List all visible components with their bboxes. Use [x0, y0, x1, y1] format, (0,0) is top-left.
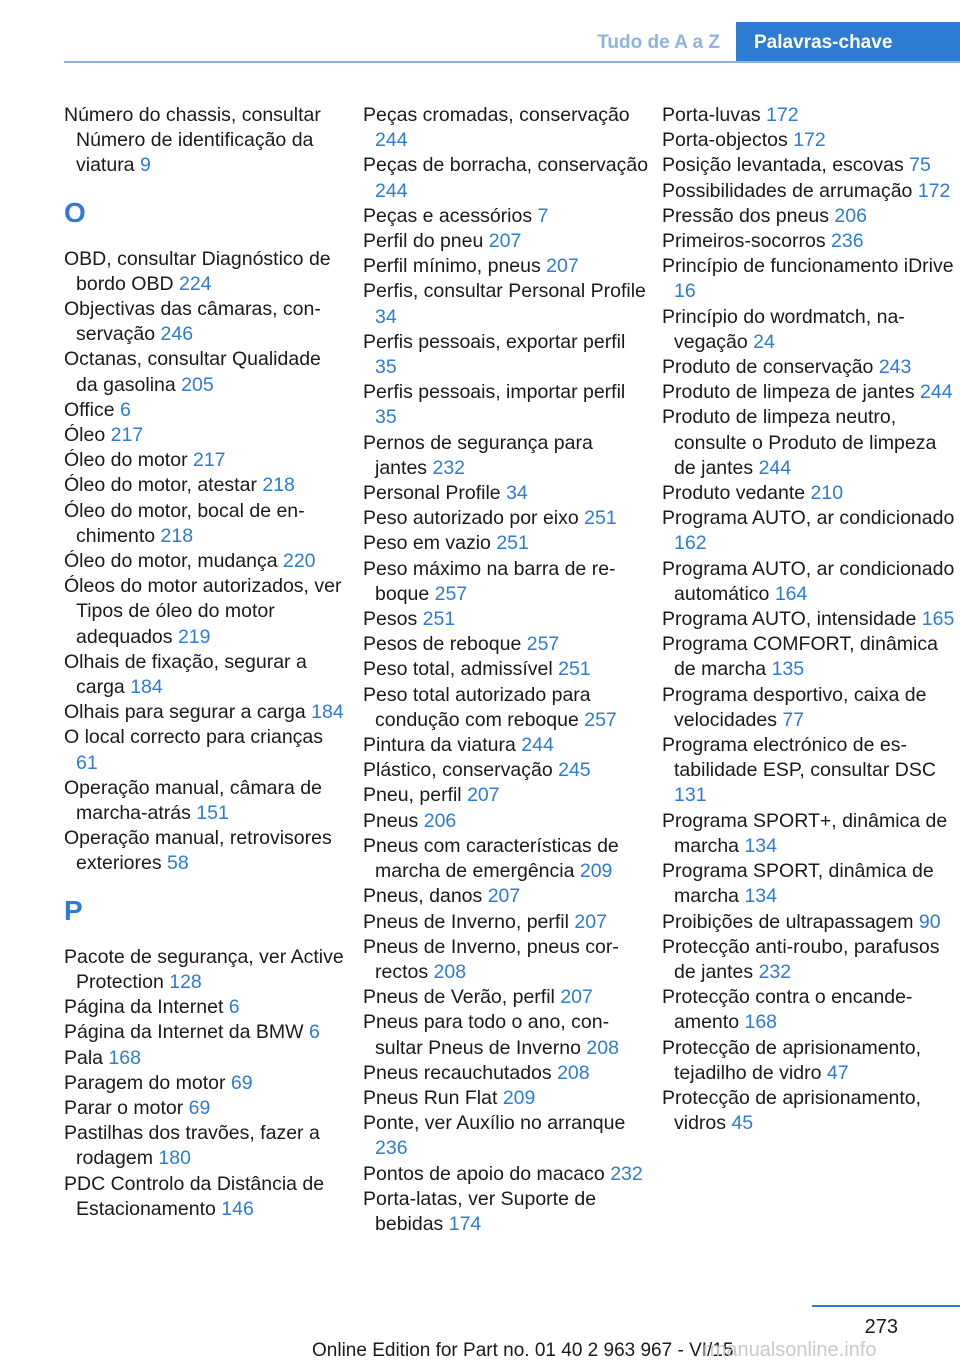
page-link[interactable]: 257 — [434, 582, 468, 605]
entry-text: Produto de conservação — [662, 356, 874, 379]
page-link[interactable]: 217 — [192, 449, 226, 472]
page-link[interactable]: 244 — [375, 129, 408, 152]
page-link[interactable]: 207 — [560, 986, 593, 1009]
page-link[interactable]: 218 — [160, 524, 194, 547]
page-link[interactable]: 47 — [826, 1061, 849, 1084]
index-entry — [363, 632, 649, 657]
page-link[interactable]: 164 — [774, 582, 808, 605]
entry-text: Peso total autorizado para condução com reboque — [363, 683, 591, 731]
entry-text: Perfil mínimo, pneus — [363, 255, 541, 278]
entry-text: Protecção de aprisionamento, tejadilho de vidro — [662, 1036, 922, 1084]
page-link[interactable]: 246 — [160, 323, 194, 346]
entry-text: Peso em vazio — [363, 532, 491, 555]
page-link[interactable]: 146 — [221, 1197, 254, 1220]
entry-text: Peças e acessórios — [363, 204, 533, 227]
entry-text: Programa electrónico de estabilidade ESP, consultar DSC — [662, 734, 936, 782]
page-link[interactable]: 184 — [311, 701, 344, 724]
page-number: 273 — [864, 1316, 898, 1338]
index-entry — [662, 1036, 960, 1086]
index-entry — [662, 153, 960, 178]
page-link[interactable]: 58 — [167, 852, 189, 875]
page-link[interactable]: 135 — [771, 658, 805, 681]
index-entry — [363, 1010, 649, 1060]
index-entry — [64, 725, 344, 775]
index-entry — [363, 758, 649, 783]
page-link[interactable]: 245 — [558, 759, 591, 782]
page-link[interactable]: 210 — [810, 482, 844, 505]
index-entry — [64, 297, 344, 347]
page-link[interactable]: 205 — [181, 373, 214, 396]
index-entry — [662, 103, 960, 128]
page-link[interactable]: 6 — [228, 996, 240, 1019]
entry-text: Primeiros-socorros — [662, 230, 826, 253]
entry-text: Óleo do motor, mudança — [64, 550, 278, 573]
index-entry — [363, 910, 649, 935]
page-link[interactable]: 236 — [831, 230, 864, 253]
index-entry — [64, 398, 344, 423]
page-link[interactable]: 220 — [282, 550, 316, 573]
entry-text: Número do chassis, consultar Número de identificação da viatura — [64, 104, 321, 177]
entry-text: Pastilhas dos travões, fazer a rodagem — [64, 1122, 320, 1170]
entry-text: Página da Internet — [64, 996, 224, 1019]
index-entry — [64, 1121, 344, 1171]
index-entry — [363, 531, 649, 556]
index-entry — [363, 254, 649, 279]
index-entry — [363, 103, 649, 153]
page-link[interactable]: 151 — [196, 802, 229, 825]
index-entry — [363, 1111, 649, 1161]
page-link[interactable]: 131 — [674, 784, 707, 807]
page-link[interactable]: 232 — [432, 456, 466, 479]
entry-text: Pneus — [363, 809, 419, 832]
index-entry — [363, 380, 649, 430]
entry-text: Operação manual, câmara de marcha-atrás — [64, 776, 322, 825]
page-link[interactable]: 24 — [753, 330, 775, 353]
index-entry — [363, 733, 649, 758]
index-entry — [363, 683, 649, 733]
index-entry — [363, 657, 649, 682]
index-entry — [363, 557, 649, 607]
page-link[interactable]: 34 — [375, 305, 397, 328]
page-link[interactable]: 244 — [758, 456, 792, 479]
index-entry — [64, 995, 344, 1020]
entry-text: Programa desportivo, caixa de velocidades — [662, 683, 927, 731]
page-link[interactable]: 128 — [169, 970, 202, 993]
page-link[interactable]: 69 — [188, 1096, 211, 1119]
entry-text: Pneu, perfil — [363, 784, 462, 807]
index-entry — [363, 431, 649, 481]
index-column-1 — [64, 103, 344, 1222]
index-entry — [662, 1086, 960, 1136]
page-link[interactable]: 172 — [917, 179, 951, 202]
entry-text: Óleo do motor, bocal de enchimento — [64, 499, 305, 547]
page-link[interactable]: 257 — [584, 708, 617, 731]
entry-text: Perfil do pneu — [363, 230, 484, 253]
page-link[interactable]: 6 — [120, 398, 131, 421]
entry-text: Programa COMFORT, dinâmica de marcha — [662, 633, 938, 681]
page-link[interactable]: 75 — [909, 154, 931, 177]
entry-text: OBD, consultar Diagnóstico de bordo OBD — [64, 247, 331, 295]
entry-text: Programa SPORT, dinâmica de marcha — [662, 860, 934, 908]
entry-text: Programa AUTO, intensidade — [662, 608, 917, 631]
index-entry — [64, 574, 344, 650]
entry-text: Pontos de apoio do macaco — [363, 1162, 605, 1185]
page-link[interactable]: 218 — [262, 474, 295, 497]
index-entry — [64, 1020, 344, 1045]
page-link[interactable]: 16 — [674, 280, 696, 303]
page-link[interactable]: 6 — [308, 1021, 320, 1044]
index-entry — [363, 783, 649, 808]
entry-text: Ponte, ver Auxílio no arranque — [363, 1112, 626, 1135]
entry-text: Óleos do motor autorizados, ver Tipos de óleo do motor adequados — [64, 575, 342, 648]
page-link[interactable]: 206 — [834, 204, 867, 227]
index-column-3 — [662, 103, 960, 1136]
entry-text: Protecção anti-roubo, parafusos de jantes — [662, 935, 940, 983]
entry-text: Programa AUTO, ar condicionado automático — [662, 557, 955, 605]
index-column-2 — [363, 103, 649, 1237]
index-entry — [363, 279, 649, 329]
entry-text: Pesos de reboque — [363, 633, 522, 656]
entry-text: Página da Internet da BMW — [64, 1021, 304, 1044]
entry-text: PDC Controlo da Distância de Estacionamento — [64, 1172, 325, 1220]
entry-text: Pneus, danos — [363, 885, 483, 908]
page-link[interactable]: 69 — [230, 1071, 253, 1094]
entry-text: Pneus recauchutados — [363, 1061, 552, 1084]
page-link[interactable]: 232 — [758, 960, 792, 983]
page-link[interactable]: 207 — [546, 255, 579, 278]
page-link[interactable]: 34 — [506, 482, 528, 505]
page-link[interactable]: 134 — [744, 885, 777, 908]
entry-text: Perfis pessoais, exportar perfil — [363, 330, 626, 353]
page-link[interactable]: 77 — [782, 708, 805, 731]
page-link[interactable]: 251 — [584, 507, 617, 530]
index-entry — [363, 1162, 649, 1187]
page-link[interactable]: 243 — [878, 356, 912, 379]
entry-text: Operação manual, retrovisores exteriores — [64, 827, 332, 875]
index-entry — [363, 1086, 649, 1111]
entry-text: Pesos — [363, 608, 418, 631]
index-entry — [363, 834, 649, 884]
entry-text: Porta-luvas — [662, 104, 761, 126]
index-entry — [64, 103, 344, 179]
index-entry — [363, 985, 649, 1010]
index-entry — [363, 153, 649, 203]
index-entry — [662, 809, 960, 859]
edition-footer: Online Edition for Part no. 01 40 2 963 967 - VI/15 — [312, 1340, 734, 1361]
entry-text: Peso autorizado por eixo — [363, 507, 579, 530]
entry-text: Produto de limpeza de jantes — [662, 381, 915, 404]
page-link[interactable]: 207 — [487, 885, 521, 908]
page-link[interactable]: 206 — [423, 809, 457, 832]
page-link[interactable]: 61 — [76, 751, 98, 774]
index-entry — [662, 683, 960, 733]
page-link[interactable]: 172 — [793, 129, 826, 152]
entry-text: Olhais de fixação, segurar a carga — [64, 650, 307, 699]
page-link[interactable]: 251 — [496, 532, 529, 555]
index-entry — [363, 330, 649, 380]
index-entry — [64, 700, 344, 725]
page-link[interactable]: 174 — [448, 1212, 482, 1235]
page-link[interactable]: 165 — [921, 608, 955, 631]
page-link[interactable]: 168 — [108, 1046, 141, 1069]
index-entry — [662, 254, 960, 304]
index-entry — [363, 204, 649, 229]
page-link[interactable]: 7 — [537, 204, 549, 227]
index-entry — [662, 506, 960, 556]
page-link[interactable]: 168 — [744, 1011, 778, 1034]
index-entry — [662, 204, 960, 229]
entry-text: Pressão dos pneus — [662, 204, 829, 227]
index-entry — [662, 128, 960, 153]
page-link[interactable]: 35 — [375, 356, 397, 379]
entry-text: Produto vedante — [662, 482, 806, 505]
entry-text: Pneus para todo o ano, consultar Pneus de Inverno — [363, 1011, 610, 1059]
entry-text: Peças cromadas, conservação — [363, 104, 630, 126]
page-link[interactable]: 207 — [467, 784, 500, 807]
entry-text: Perfis pessoais, importar perfil — [363, 381, 626, 404]
index-entry — [662, 910, 960, 935]
entry-text: Óleo — [64, 424, 106, 447]
entry-text: Programa SPORT+, dinâmica de marcha — [662, 809, 948, 857]
entry-text: Pneus de Verão, perfil — [363, 986, 555, 1009]
entry-text: Pneus de Inverno, pneus correctos — [363, 935, 619, 983]
index-entry — [64, 473, 344, 498]
page-link[interactable]: 208 — [433, 960, 467, 983]
entry-text: Protecção contra o encandeamento — [662, 986, 913, 1034]
entry-text: Pneus de Inverno, perfil — [363, 910, 569, 933]
tab-palavras-chave[interactable]: Palavras-chave — [736, 22, 960, 62]
index-entry — [662, 355, 960, 380]
index-entry — [363, 935, 649, 985]
index-entry — [662, 557, 960, 607]
index-entry — [363, 229, 649, 254]
entry-text: O local correcto para crianças — [64, 726, 324, 749]
page-link[interactable]: 35 — [375, 406, 397, 429]
watermark: rmanualsonline.info — [703, 1339, 877, 1361]
page-link[interactable]: 244 — [521, 734, 554, 757]
index-entry — [64, 1071, 344, 1096]
entry-text: Plástico, conservação — [363, 759, 553, 782]
index-entry — [64, 247, 344, 297]
page-link[interactable]: 209 — [502, 1086, 536, 1109]
page-link[interactable]: 180 — [158, 1147, 191, 1170]
entry-text: Olhais para segurar a carga — [64, 701, 306, 724]
page-link[interactable]: 90 — [918, 910, 941, 933]
index-entry — [662, 179, 960, 204]
page-link[interactable]: 45 — [731, 1112, 754, 1135]
page-link[interactable]: 134 — [744, 834, 777, 857]
footer-divider — [812, 1305, 960, 1307]
page-link[interactable]: 244 — [375, 179, 408, 202]
page-link[interactable]: 209 — [579, 860, 613, 883]
entry-text: Protecção de aprisionamento, vidros — [662, 1086, 922, 1135]
page-link[interactable]: 172 — [766, 104, 799, 126]
letter-heading-o: O — [64, 196, 86, 228]
index-entry — [64, 499, 344, 549]
index-entry — [662, 632, 960, 682]
page-link[interactable]: 244 — [920, 381, 953, 404]
entry-text: Posição levantada, escovas — [662, 154, 904, 177]
entry-text: Peso total, admissível — [363, 658, 553, 681]
page-link[interactable]: 236 — [375, 1137, 408, 1160]
page-link[interactable]: 217 — [110, 424, 144, 447]
page-link[interactable]: 162 — [674, 532, 707, 555]
index-entry — [662, 733, 960, 809]
index-entry — [662, 380, 960, 405]
page-link[interactable]: 207 — [488, 230, 522, 253]
page-link[interactable]: 219 — [177, 625, 211, 648]
entry-text: Parar o motor — [64, 1096, 184, 1119]
index-entry — [662, 607, 960, 632]
entry-text: Produto de limpeza neutro, consulte o Produto de limpeza de jantes — [662, 406, 937, 479]
entry-text: Princípio do wordmatch, navegação — [662, 305, 905, 353]
entry-text: Personal Profile — [363, 482, 501, 505]
index-entry — [363, 607, 649, 632]
entry-text: Pneus Run Flat — [363, 1086, 498, 1109]
index-entry — [662, 481, 960, 506]
entry-text: Pala — [64, 1046, 104, 1069]
page-link[interactable]: 207 — [574, 910, 607, 933]
entry-text: Paragem do motor — [64, 1071, 226, 1094]
index-entry — [662, 305, 960, 355]
index-entry — [662, 229, 960, 254]
index-entry — [363, 809, 649, 834]
index-entry — [64, 945, 344, 995]
index-entry — [662, 985, 960, 1035]
entry-text: Pernos de segurança para jantes — [363, 431, 593, 479]
page-link[interactable]: 257 — [526, 633, 560, 656]
index-entry — [662, 405, 960, 481]
index-entry — [363, 481, 649, 506]
page-link[interactable]: 224 — [178, 272, 212, 295]
entry-text: Peças de borracha, conservação — [363, 154, 649, 177]
tab-tudo-de-a-a-z[interactable]: Tudo de A a Z — [597, 32, 720, 53]
page-link[interactable]: 232 — [610, 1162, 643, 1185]
page-link[interactable]: 9 — [139, 154, 151, 177]
entry-text: Pneus com características de marcha de emergência — [363, 834, 619, 883]
index-entry — [363, 1187, 649, 1237]
entry-text: Pacote de segurança, ver Active Protection — [64, 945, 344, 993]
index-entry — [363, 1061, 649, 1086]
entry-text: Octanas, consultar Qualidade da gasolina — [64, 348, 321, 396]
page-link[interactable]: 184 — [130, 676, 163, 699]
header-tabs — [581, 22, 960, 62]
entry-text: Proibições de ultrapassagem — [662, 910, 914, 933]
index-entry — [363, 506, 649, 531]
index-entry — [64, 549, 344, 574]
page-link[interactable]: 208 — [557, 1061, 590, 1084]
letter-heading-p: P — [64, 894, 83, 926]
index-entry — [662, 859, 960, 909]
index-entry — [64, 347, 344, 397]
entry-text: Porta-objectos — [662, 129, 788, 152]
entry-text: Óleo do motor — [64, 449, 188, 472]
page-link[interactable]: 208 — [586, 1036, 619, 1059]
index-entry — [64, 776, 344, 826]
index-entry — [64, 1046, 344, 1071]
entry-text: Porta-latas, ver Suporte de bebidas — [363, 1187, 597, 1235]
entry-text: Perfis, consultar Personal Profile — [363, 280, 646, 303]
header-divider — [64, 61, 960, 63]
index-entry — [64, 1096, 344, 1121]
entry-text: Pintura da viatura — [363, 734, 516, 757]
entry-text: Objectivas das câmaras, conservação — [64, 298, 321, 346]
page-link[interactable]: 251 — [558, 658, 591, 681]
index-entry — [64, 423, 344, 448]
index-entry — [64, 448, 344, 473]
index-entry — [662, 935, 960, 985]
page-link[interactable]: 251 — [422, 608, 456, 631]
entry-text: Office — [64, 398, 115, 421]
index-entry — [363, 884, 649, 909]
index-entry — [64, 826, 344, 876]
index-entry — [64, 650, 344, 700]
entry-text: Possibilidades de arrumação — [662, 179, 913, 202]
entry-text: Programa AUTO, ar condicionado — [662, 507, 955, 530]
entry-text: Princípio de funcionamento iDrive — [662, 255, 954, 278]
entry-text: Peso máximo na barra de reboque — [363, 557, 616, 605]
index-entry — [64, 1172, 344, 1222]
entry-text: Óleo do motor, atestar — [64, 474, 257, 497]
